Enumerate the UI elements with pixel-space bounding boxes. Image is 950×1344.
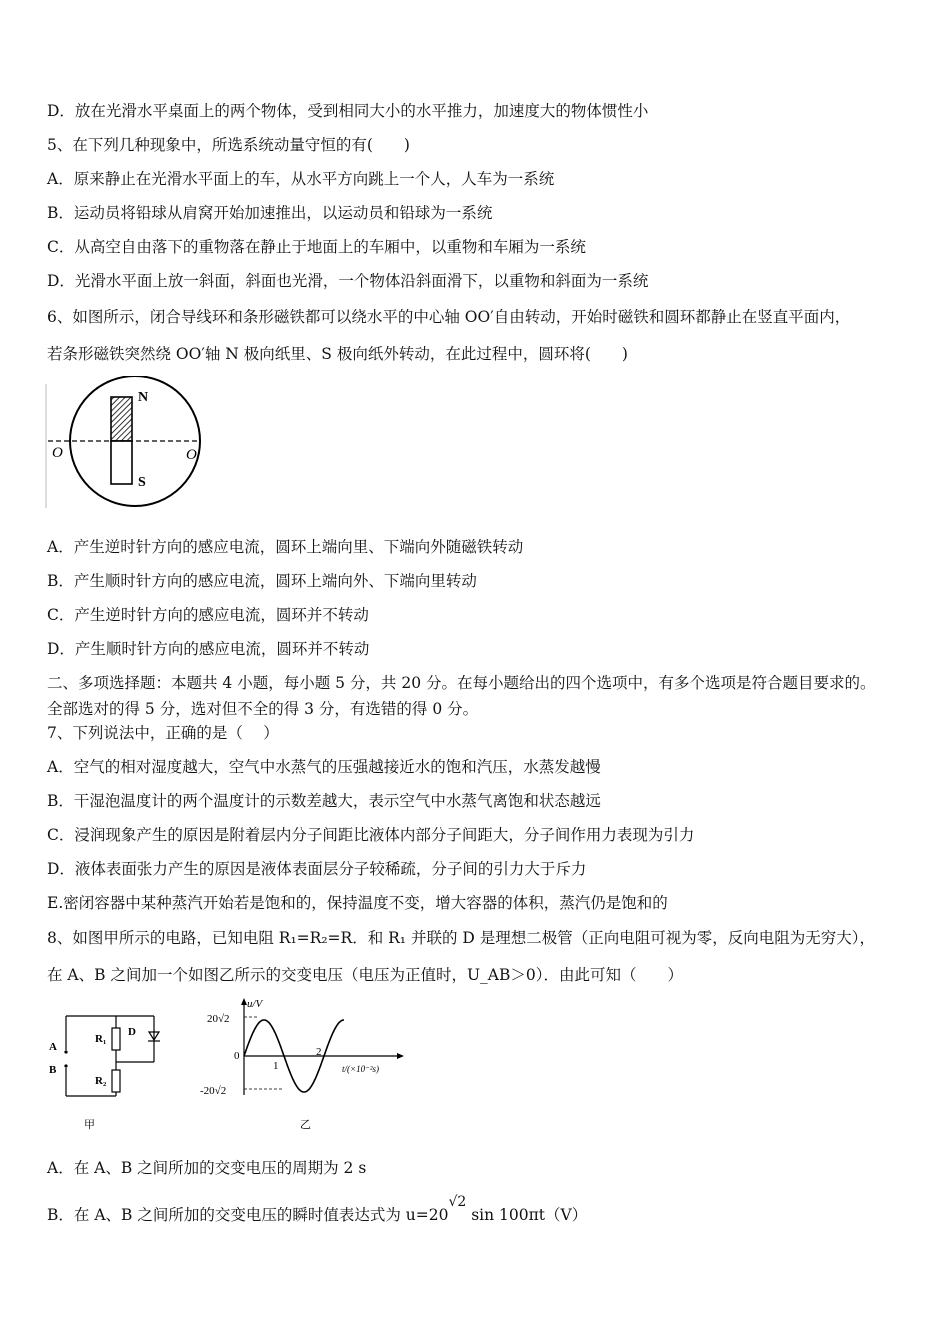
q8-option-b: B．在 A、B 之间所加的交变电压的瞬时值表达式为 u=20√2 sin 100πt（V）: [47, 1194, 588, 1224]
caption-jia: 甲: [84, 1119, 95, 1131]
q6-stem-line1: 6、如图所示，闭合导线环和条形磁铁都可以绕水平的中心轴 OO′自由转动，开始时磁铁和圆环都静止在竖直平面内，: [47, 308, 851, 326]
magnet-s-half: [111, 441, 132, 484]
y-axis-label: u/V: [247, 998, 263, 1010]
q6-stem-line2: 若条形磁铁突然绕 OO′轴 N 极向纸里、S 极向纸外转动，在此过程中，圆环将( ): [47, 345, 628, 363]
caption-yi: 乙: [300, 1119, 311, 1130]
q7-stem: 7、下列说法中，正确的是（ ）: [47, 724, 279, 742]
q6-ring-magnet-figure: [44, 376, 204, 516]
magnet-n-half: [111, 397, 132, 441]
label-a: A: [49, 1041, 57, 1053]
label-s: S: [138, 475, 146, 490]
section2-heading-line2: 全部选对的得 5 分，选对但不全的得 3 分，有选错的得 0 分。: [47, 700, 479, 718]
y-tick-zero: 0: [234, 1050, 240, 1062]
x-axis-label: t/(×10⁻²s): [342, 1064, 380, 1074]
label-r2: R₂: [95, 1075, 107, 1087]
terminal-b: [64, 1064, 67, 1067]
label-d: D: [128, 1026, 136, 1038]
q5-stem: 5、在下列几种现象中，所选系统动量守恒的有( ): [47, 136, 410, 154]
q7-option-a: A．空气的相对湿度越大，空气中水蒸气的压强越接近水的饱和汽压，水蒸发越慢: [47, 758, 601, 776]
q7-option-c: C．浸润现象产生的原因是附着层内分子间距比液体内部分子间距大，分子间作用力表现为引力: [47, 826, 695, 844]
q8-option-a: A．在 A、B 之间所加的交变电压的周期为 2 s: [47, 1159, 367, 1177]
q7-option-e: E.密闭容器中某种蒸汽开始若是饱和的，保持温度不变，增大容器的体积，蒸汽仍是饱和的: [47, 894, 668, 912]
y-tick-top: 20√2: [207, 1013, 230, 1025]
y-tick-bottom: -20√2: [200, 1085, 227, 1097]
sqrt2-superscript: √2: [448, 1194, 467, 1210]
label-n: N: [138, 390, 149, 405]
q6-option-a: A．产生逆时针方向的感应电流，圆环上端向里、下端向外随磁铁转动: [47, 538, 524, 556]
q7-option-b: B．干湿泡温度计的两个温度计的示数差越大，表示空气中水蒸气离饱和状态越远: [47, 792, 601, 810]
q5-option-c: C．从高空自由落下的重物落在静止于地面上的车厢中，以重物和车厢为一系统: [47, 238, 586, 256]
q8-circuit-figure: [44, 1010, 174, 1135]
label-o-prime: O′: [186, 447, 201, 463]
q5-option-b: B．运动员将铅球从肩窝开始加速推出，以运动员和铅球为一系统: [47, 204, 493, 222]
label-b: B: [49, 1064, 57, 1076]
resistor-r1: [112, 1028, 120, 1050]
q4-option-d: D．放在光滑水平桌面上的两个物体，受到相同大小的水平推力，加速度大的物体惯性小: [47, 102, 649, 120]
q5-option-d: D．光滑水平面上放一斜面，斜面也光滑，一个物体沿斜面滑下，以重物和斜面为一系统: [47, 272, 649, 290]
terminal-a: [64, 1050, 67, 1053]
q8-voltage-graph: [196, 995, 426, 1130]
q8-stem-line1: 8、如图甲所示的电路，已知电阻 R₁=R₂=R．和 R₁ 并联的 D 是理想二极管（正向电阻可视为零，反向电阻为无穷大），: [47, 929, 875, 947]
label-o: O: [52, 445, 63, 461]
q6-option-d: D．产生顺时针方向的感应电流，圆环并不转动: [47, 640, 370, 658]
q5-option-a: A．原来静止在光滑水平面上的车，从水平方向跳上一个人，人车为一系统: [47, 170, 555, 188]
q7-option-d: D．液体表面张力产生的原因是液体表面层分子较稀疏，分子间的引力大于斥力: [47, 860, 587, 878]
q6-option-b: B．产生顺时针方向的感应电流，圆环上端向外、下端向里转动: [47, 572, 477, 590]
q6-option-c: C．产生逆时针方向的感应电流，圆环并不转动: [47, 606, 369, 624]
section2-heading-line1: 二、多项选择题：本题共 4 小题，每小题 5 分，共 20 分。在每小题给出的四个选项中，有多个选项是符合题目要求的。: [47, 674, 876, 692]
x-tick-2: 2: [316, 1046, 322, 1058]
label-r1: R₁: [95, 1033, 107, 1045]
resistor-r2: [112, 1070, 120, 1092]
x-tick-1: 1: [273, 1060, 279, 1072]
q8-stem-line2: 在 A、B 之间加一个如图乙所示的交变电压（电压为正值时，U_AB＞0）．由此可知（ ）: [47, 966, 683, 984]
